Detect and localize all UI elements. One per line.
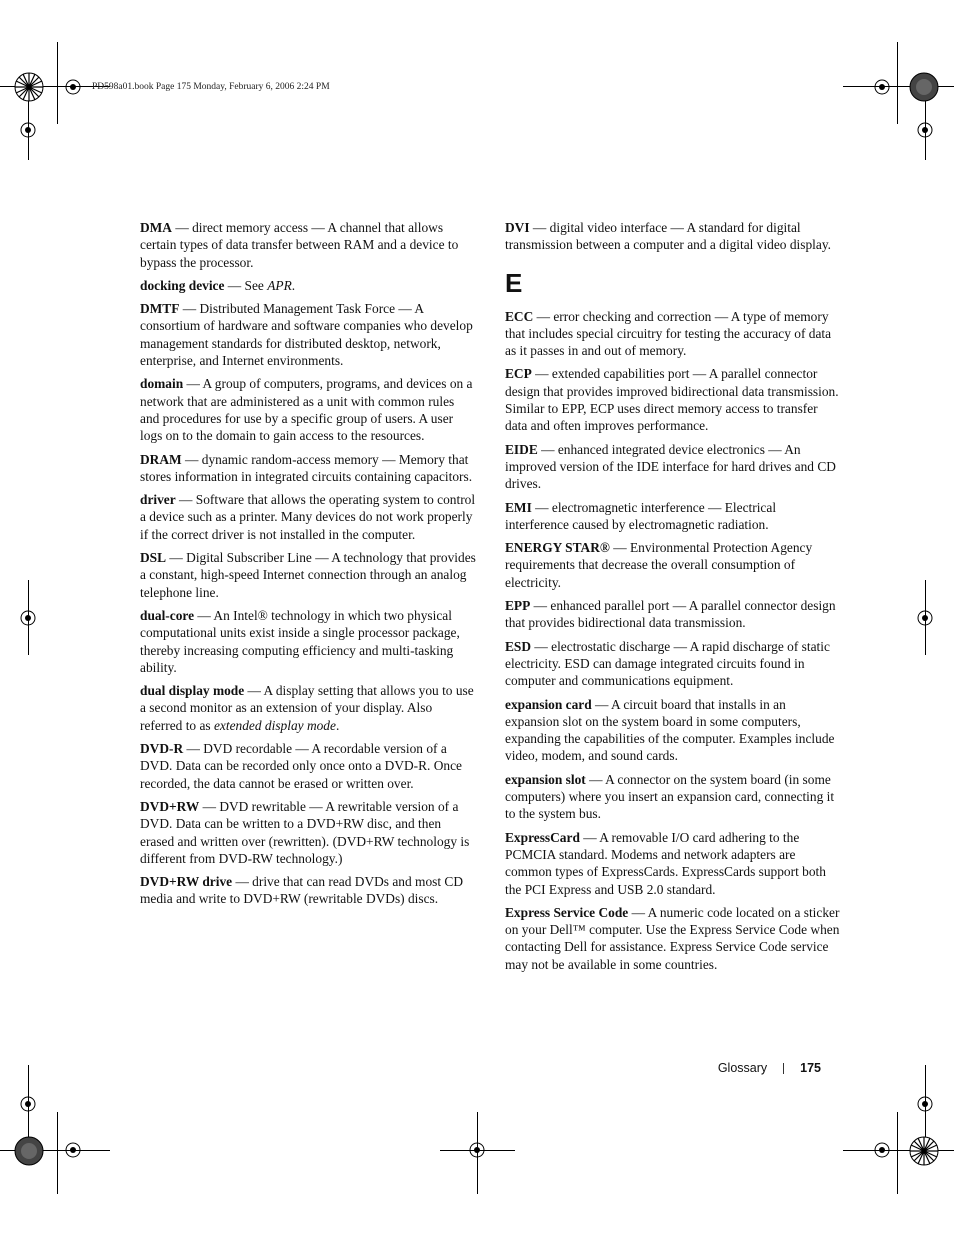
glossary-entry: [505, 904, 841, 973]
crop-line: [897, 1112, 898, 1194]
crop-line: [57, 1112, 58, 1194]
glossary-term: ESD: [505, 638, 532, 654]
glossary-definition: — Distributed Management Task Force — A consortium of hardware and software companies who develop management standards for distributed desktop, network, enterprise, and Internet environments.: [140, 301, 473, 369]
glossary-definition: — electrostatic discharge — A rapid discharge of static electricity. ESD can damage integrated circuits found in computer and communications equipment.: [505, 638, 830, 689]
glossary-definition: — error checking and correction — A type of memory that includes special circuitry for testing the accuracy of data as it passes in and out of memory.: [505, 308, 832, 359]
crosshair-registration-icon: [62, 1139, 84, 1161]
glossary-definition: — enhanced parallel port — A parallel connector design that provides bidirectional data transmission.: [505, 598, 836, 631]
glossary-entry: [505, 365, 841, 434]
glossary-entry: [140, 451, 476, 486]
glossary-entry: [505, 441, 841, 493]
glossary-term: ENERGY STAR®: [505, 540, 610, 556]
crosshair-registration-icon: [17, 607, 39, 629]
glossary-definition: — A removable I/O card adhering to the PCMCIA standard. Modems and network adapters are common types of ExpressCards. ExpressCards support both the PCI Express and USB 2.0 standard.: [505, 829, 826, 897]
glossary-definition: — electromagnetic interference — Electrical interference caused by electromagnetic radiation.: [505, 499, 777, 532]
crosshair-registration-icon: [871, 1139, 893, 1161]
glossary-entry: [140, 740, 476, 792]
glossary-definition: — drive that can read DVDs and most CD media and write to DVD+RW (rewritable DVDs) discs.: [140, 874, 464, 907]
glossary-entry: [505, 638, 841, 690]
glossary-column-right: [505, 219, 841, 979]
glossary-definition: — digital video interface — A standard for digital transmission between a computer and a digital video display.: [505, 220, 832, 253]
crosshair-registration-icon: [914, 1093, 936, 1115]
glossary-definition: — dynamic random-access memory — Memory that stores information in integrated circuits containing capacitors.: [140, 451, 473, 484]
glossary-entry: [140, 219, 476, 271]
glossary-definition: — A circuit board that installs in an expansion slot on the system board in some computers, expanding the capabilities of the computer. Examples include video, modem, and sound cards.: [505, 696, 835, 764]
crosshair-registration-icon: [871, 76, 893, 98]
glossary-term: DRAM: [140, 451, 182, 467]
crosshair-registration-icon: [914, 119, 936, 141]
glossary-term: DVD+RW drive: [140, 874, 233, 890]
glossary-entry: [140, 375, 476, 444]
glossary-entry: [140, 300, 476, 369]
starburst-registration-icon: [14, 72, 44, 102]
glossary-term: ExpressCard: [505, 829, 580, 845]
footer-section-name: Glossary: [717, 1061, 768, 1075]
glossary-definition: — extended capabilities port — A parallel connector design that provides improved bidirectional data transmission. Similar to EPP, ECP uses direct memory access to transfer data and often improves performance.: [505, 366, 839, 434]
glossary-definition: — DVD recordable — A recordable version of a DVD. Data can be recorded only once onto a DVD-R. Once recorded, the data cannot be erased or written over.: [140, 741, 463, 791]
glossary-term: domain: [140, 376, 184, 392]
section-heading-letter: E: [505, 267, 523, 298]
glossary-column-left: [140, 219, 476, 914]
glossary-term: DMA: [140, 220, 172, 235]
crosshair-registration-icon: [17, 119, 39, 141]
glossary-term: DMTF: [140, 301, 180, 317]
glossary-term: EPP: [505, 598, 531, 614]
glossary-definition: — A connector on the system board (in some computers) where you insert an expansion card, connecting it to the system bus.: [505, 771, 835, 822]
glossary-term: docking device: [140, 277, 225, 293]
print-slug: PD598a01.book Page 175 Monday, February 6, 2006 2:24 PM: [92, 82, 330, 92]
glossary-entries-d-continued: [505, 219, 841, 254]
glossary-term: DVD-R: [140, 741, 184, 757]
glossary-term: expansion card: [505, 696, 592, 712]
glossary-term: ECP: [505, 366, 532, 382]
glossary-term: driver: [140, 492, 176, 508]
crosshair-registration-icon: [914, 607, 936, 629]
glossary-term: DVD+RW: [140, 798, 200, 814]
glossary-term: DVI: [505, 220, 530, 235]
glossary-entry: [505, 539, 841, 591]
glossary-entry: [140, 682, 476, 734]
glossary-cross-reference: extended display mode: [213, 717, 336, 733]
glossary-entry: [140, 607, 476, 676]
glossary-entry: [505, 696, 841, 765]
crosshair-registration-icon: [62, 76, 84, 98]
glossary-term: Express Service Code: [505, 904, 629, 920]
glossary-entry: [505, 597, 841, 632]
glossary-entry: [140, 798, 476, 867]
glossary-entry: [505, 308, 841, 360]
glossary-term: expansion slot: [505, 771, 586, 787]
page-footer: [718, 1061, 821, 1075]
glossary-entry: [140, 491, 476, 543]
color-registration-icon: [14, 1136, 44, 1166]
glossary-term: ECC: [505, 308, 534, 324]
starburst-registration-icon: [909, 1136, 939, 1166]
glossary-term: EMI: [505, 499, 532, 515]
glossary-entry: [505, 829, 841, 898]
glossary-term: dual display mode: [140, 683, 245, 699]
page-number: 175: [800, 1061, 821, 1075]
glossary-entry: [140, 873, 476, 908]
glossary-definition: — A group of computers, programs, and devices on a network that are administered as a unit with common rules and procedures for use by a specific group of users. A user logs on to the domain to gain access to the resources.: [140, 376, 473, 444]
glossary-definition: — Software that allows the operating system to control a device such as a printer. Many devices do not work properly if the correct driver is not installed in the computer.: [140, 492, 476, 542]
glossary-definition: — enhanced integrated device electronics — An improved version of the IDE interface for hard drives and CD drives.: [505, 441, 836, 492]
glossary-definition: — An Intel® technology in which two physical computational units exist inside a single processor package, thereby increasing computing efficiency and multi-tasking ability.: [140, 607, 460, 675]
glossary-definition: — direct memory access — A channel that allows certain types of data transfer between RAM and a device to bypass the processor.: [140, 220, 459, 270]
glossary-term: dual-core: [140, 607, 195, 623]
glossary-definition: — Environmental Protection Agency requirements that decrease the overall consumption of electricity.: [505, 540, 813, 590]
glossary-entry: [140, 277, 476, 294]
glossary-definition: — See: [224, 277, 268, 293]
glossary-definition: — A display setting that allows you to use a second monitor as an extension of your display. Also referred to as: [140, 683, 474, 733]
crosshair-registration-icon: [17, 1093, 39, 1115]
glossary-term: DSL: [140, 550, 167, 566]
glossary-definition-end: .: [335, 717, 340, 733]
glossary-definition: — A numeric code located on a sticker on your Dell™ computer. Use the Express Service Code when contacting Dell for assistance. Express Service Code service may not be available in some countries.: [505, 904, 840, 972]
glossary-entry: [140, 549, 476, 601]
crop-line: [897, 42, 898, 124]
glossary-cross-reference: APR: [267, 277, 292, 293]
glossary-definition-end: .: [291, 277, 296, 293]
glossary-entry: [505, 499, 841, 534]
crosshair-registration-icon: [466, 1139, 488, 1161]
glossary-definition: — DVD rewritable — A rewritable version of a DVD. Data can be written to a DVD+RW disc, and then erased and written over (rewritten). (DVD+RW technology is different from DVD-RW technology.): [140, 798, 470, 866]
glossary-entry: [505, 771, 841, 823]
glossary-definition: — Digital Subscriber Line — A technology that provides a constant, high-speed Internet connection through an analog telephone line.: [140, 550, 476, 600]
glossary-entry: [505, 219, 841, 254]
glossary-term: EIDE: [505, 441, 538, 457]
crop-line: [57, 42, 58, 124]
footer-separator: [783, 1063, 784, 1074]
color-registration-icon: [909, 72, 939, 102]
glossary-entries-e: [505, 308, 841, 973]
